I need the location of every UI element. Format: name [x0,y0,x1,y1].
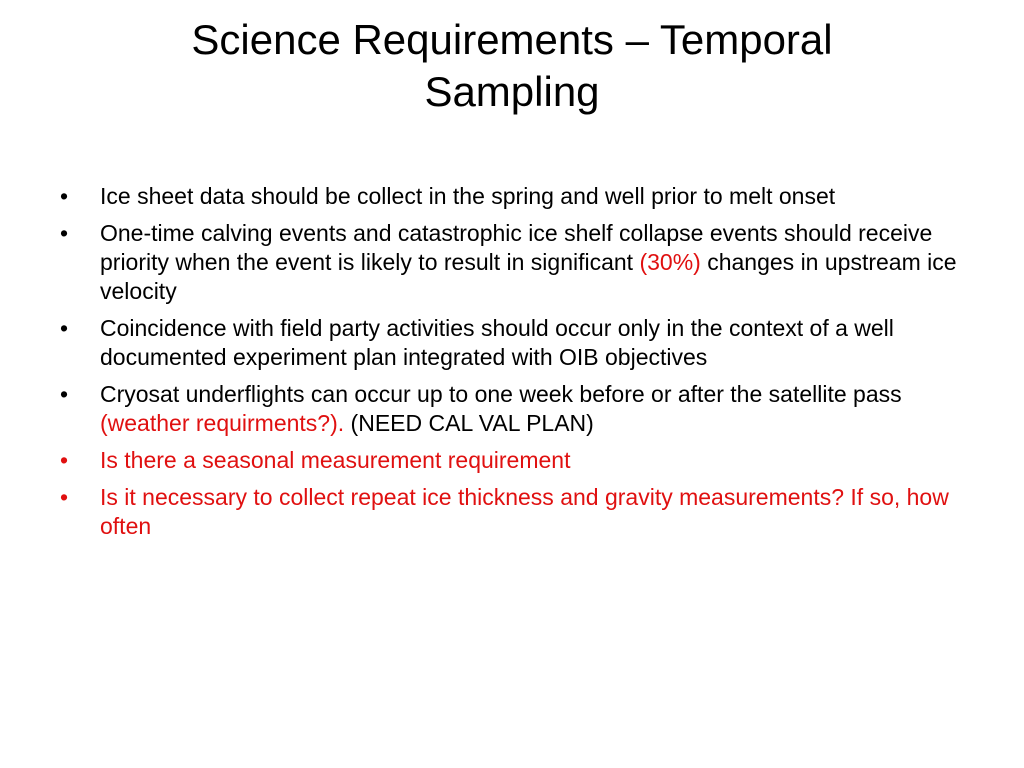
bullet-item-4 [60,380,960,438]
bullet-icon: • [60,220,69,246]
title-line-1: Science Requirements – Temporal [191,16,833,63]
bullet-text-part-b: changes in upstream ice velocity [100,249,957,304]
bullet-text-part-a: One-time calving events and catastrophic ice shelf collapse events should receive priority when the event is likely to result in significant [100,220,933,275]
bullet-text-part-b: (NEED CAL VAL PLAN) [344,410,594,436]
highlight-text: (30%) [639,249,701,275]
bullet-list [60,182,960,549]
bullet-text: Ice sheet data should be collect in the spring and well prior to melt onset [100,183,836,209]
bullet-text: Coincidence with field party activities should occur only in the context of a well documented experiment plan integrated with OIB objectives [100,315,894,370]
title-line-2: Sampling [424,68,600,115]
bullet-item-5 [60,446,960,475]
slide-title [90,14,934,118]
bullet-icon: • [60,315,69,341]
bullet-text-part-a: Cryosat underflights can occur up to one week before or after the satellite pass [100,381,902,407]
bullet-icon: • [60,381,69,407]
bullet-item-3 [60,314,960,372]
bullet-item-2 [60,219,960,306]
bullet-icon: • [60,183,69,209]
bullet-icon: • [60,484,69,510]
bullet-item-6 [60,483,960,541]
bullet-item-1 [60,182,960,211]
bullet-icon: • [60,447,69,473]
bullet-text: Is there a seasonal measurement requirement [100,447,571,473]
bullet-text: Is it necessary to collect repeat ice thickness and gravity measurements? If so, how often [100,484,949,539]
highlight-text: (weather requirments?). [100,410,345,436]
